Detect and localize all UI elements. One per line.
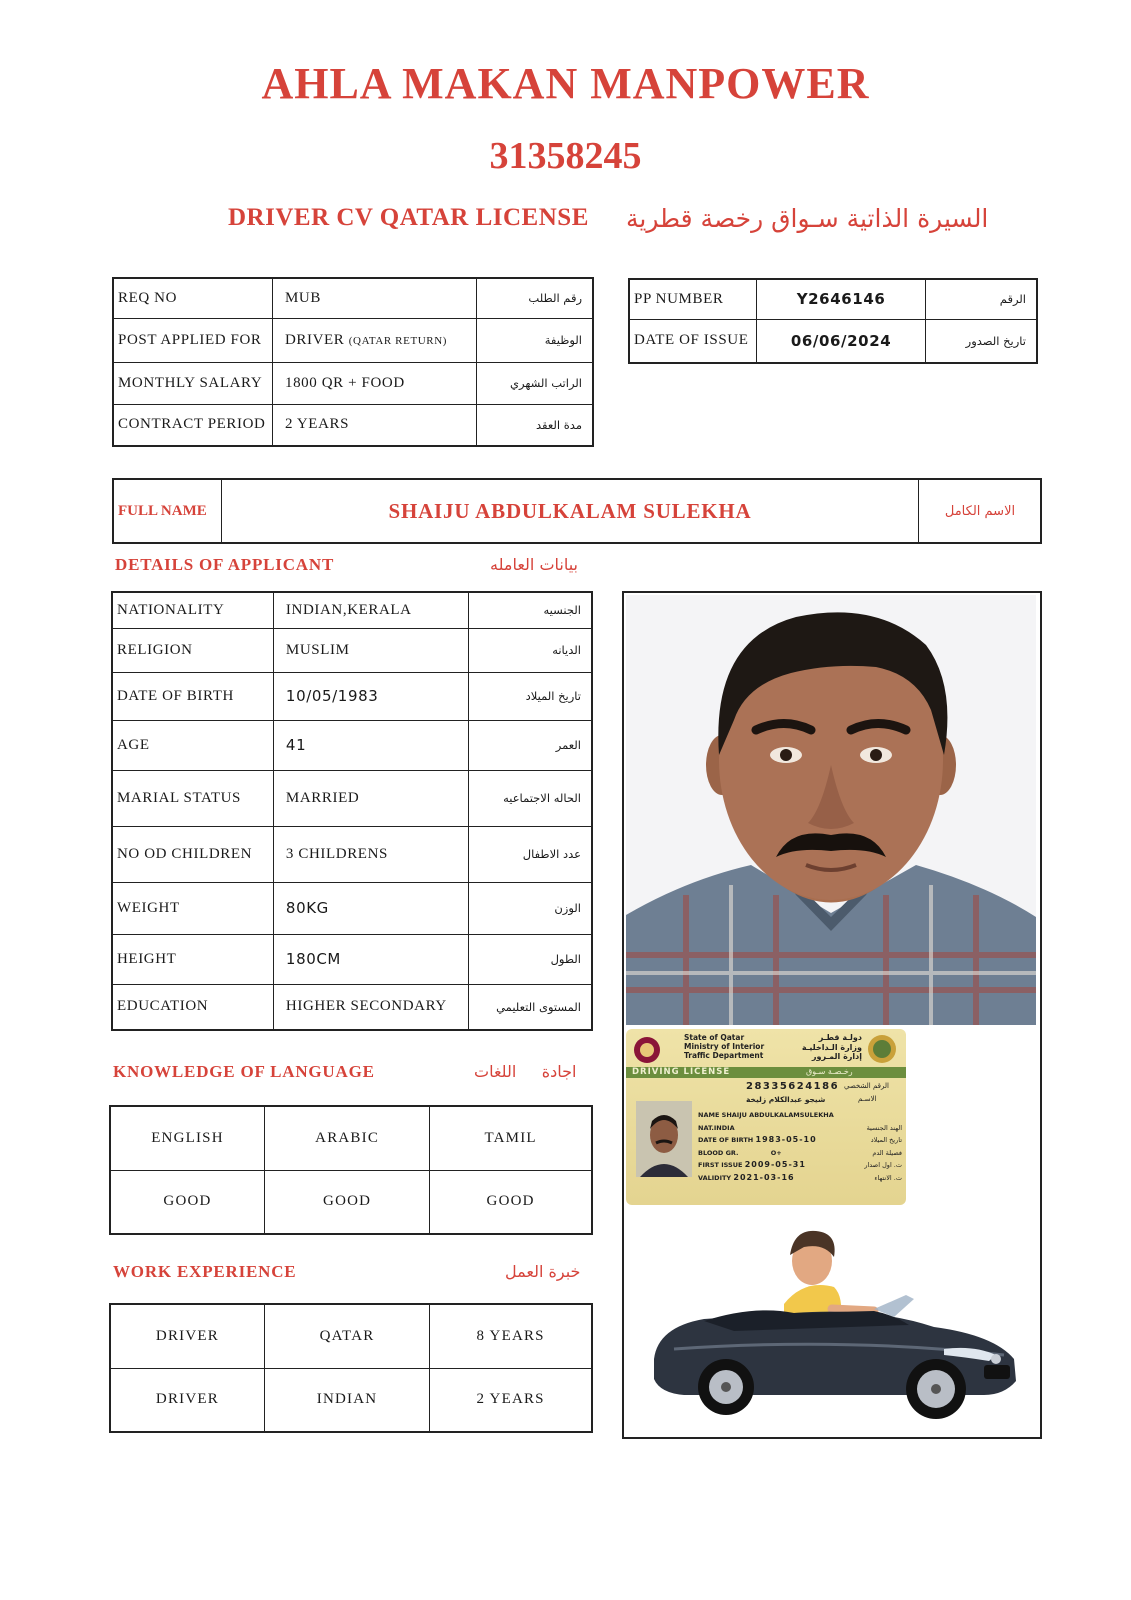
education-label-ar: المستوى التعليمي — [469, 984, 592, 1030]
table-row — [113, 362, 593, 404]
full-name-label-ar: الاسم الكامل — [918, 480, 1041, 542]
nationality-label-ar: الجنسيه — [469, 592, 592, 628]
dob-value: 10/05/1983 — [273, 672, 468, 720]
experience-heading-ar: خبرة العمل — [505, 1262, 581, 1281]
license-validity-ar: ت. الانتهاء — [874, 1173, 902, 1182]
languages-heading: KNOWLEDGE OF LANGUAGE — [113, 1062, 375, 1081]
req-no-label: REQ NO — [113, 278, 272, 318]
license-blood-label: BLOOD GR. — [698, 1148, 739, 1157]
language-tamil: TAMIL — [430, 1106, 592, 1170]
table-row — [112, 984, 592, 1030]
experience-country: QATAR — [264, 1304, 429, 1368]
religion-label: RELIGION — [112, 628, 273, 672]
license-blood: O+ — [770, 1148, 782, 1157]
license-name-label: NAME — [698, 1111, 720, 1119]
table-row — [112, 592, 592, 628]
issue-date-value: 06/06/2024 — [756, 319, 925, 363]
table-row — [629, 319, 1037, 363]
languages-table — [109, 1105, 593, 1235]
dob-label-ar: تاريخ الميلاد — [469, 672, 592, 720]
license-first-issue-ar: ت. اول اصدار — [864, 1161, 902, 1169]
license-ministry-ar: وزارة الـداخليـة — [801, 1042, 862, 1052]
children-label: NO OD CHILDREN — [112, 826, 273, 882]
passport-table — [628, 278, 1038, 364]
table-row — [112, 770, 592, 826]
license-type-en: DRIVING LICENSE — [632, 1067, 731, 1077]
children-value: 3 CHILDRENS — [273, 826, 468, 882]
traffic-dept-emblem-icon — [866, 1033, 898, 1065]
car-driver-illustration — [644, 1209, 1024, 1419]
pp-number-label-ar: الرقم — [926, 279, 1037, 319]
table-row — [113, 278, 593, 318]
weight-value: 80KG — [273, 882, 468, 934]
age-label-ar: العمر — [469, 720, 592, 770]
religion-label-ar: الديانه — [469, 628, 592, 672]
license-name-ar: شيجو عبدالكلام زليخة — [746, 1095, 826, 1104]
license-nat-ar: الهند — [889, 1123, 902, 1132]
company-phone: 31358245 — [489, 135, 642, 177]
level-tamil: GOOD — [430, 1170, 592, 1234]
license-nat-label: NAT. — [698, 1123, 714, 1132]
photo-panel — [622, 591, 1042, 1439]
license-nat: INDIA — [713, 1123, 735, 1132]
language-english: ENGLISH — [110, 1106, 264, 1170]
post-value-main: DRIVER — [284, 331, 345, 348]
table-row — [112, 934, 592, 984]
req-no-value: MUB — [272, 278, 476, 318]
request-table — [112, 277, 594, 447]
post-label: POST APPLIED FOR — [113, 318, 272, 362]
nationality-label: NATIONALITY — [112, 592, 273, 628]
experience-role: DRIVER — [110, 1304, 264, 1368]
level-english: GOOD — [110, 1170, 264, 1234]
marital-label: MARIAL STATUS — [112, 770, 273, 826]
education-label: EDUCATION — [112, 984, 273, 1030]
license-validity: 2021-03-16 — [733, 1172, 795, 1182]
license-first-issue: 2009-05-31 — [744, 1160, 806, 1169]
issue-date-label: DATE OF ISSUE — [629, 319, 756, 363]
table-row — [110, 1106, 592, 1170]
company-name: AHLA MAKAN MANPOWER — [261, 59, 870, 108]
details-table — [111, 591, 593, 1031]
license-state-ar: دولـة قطـر — [818, 1033, 862, 1042]
license-number-ar-label: الرقم الشخصي — [844, 1082, 889, 1090]
license-first-issue-label: FIRST ISSUE — [698, 1161, 743, 1169]
experience-duration: 8 YEARS — [430, 1304, 592, 1368]
req-no-label-ar: رقم الطلب — [476, 278, 593, 318]
nationality-value: INDIAN,KERALA — [273, 592, 468, 628]
subtitle-en: DRIVER CV QATAR LICENSE — [228, 204, 589, 231]
salary-label: MONTHLY SALARY — [113, 362, 272, 404]
table-row — [629, 279, 1037, 319]
issue-date-label-ar: تاريخ الصدور — [926, 319, 1037, 363]
table-row — [113, 318, 593, 362]
pp-number-label: PP NUMBER — [629, 279, 756, 319]
full-name-box — [112, 478, 1042, 544]
license-dob-label: DATE OF BIRTH — [698, 1136, 754, 1144]
dob-label: DATE OF BIRTH — [112, 672, 273, 720]
table-row — [113, 404, 593, 446]
level-arabic: GOOD — [264, 1170, 429, 1234]
height-label-ar: الطول — [469, 934, 592, 984]
license-blood-ar: فصيلة الدم — [872, 1148, 902, 1157]
driving-license-card — [626, 1029, 906, 1205]
contract-label-ar: مدة العقد — [476, 404, 593, 446]
height-value: 180CM — [273, 934, 468, 984]
weight-label-ar: الوزن — [469, 882, 592, 934]
table-row — [112, 628, 592, 672]
experience-duration: 2 YEARS — [430, 1368, 592, 1432]
pp-number-value: Y2646146 — [756, 279, 925, 319]
marital-label-ar: الحاله الاجتماعيه — [469, 770, 592, 826]
table-row — [110, 1170, 592, 1234]
children-label-ar: عدد الاطفال — [469, 826, 592, 882]
license-dept-ar: إدارة المـرور — [811, 1052, 862, 1061]
license-dept-en: Traffic Department — [684, 1051, 764, 1060]
languages-heading-ar: اجادة اللغات — [474, 1062, 577, 1081]
license-type-ar: رخـصـة سـوق — [806, 1067, 853, 1076]
table-row — [112, 826, 592, 882]
post-value — [272, 318, 476, 362]
table-row — [110, 1304, 592, 1368]
experience-table — [109, 1303, 593, 1433]
license-dob-ar: تاريخ الميلاد — [870, 1136, 902, 1144]
license-ministry-en: Ministry of Interior — [684, 1042, 765, 1051]
table-row — [110, 1368, 592, 1432]
applicant-photo — [626, 595, 1036, 1025]
license-name: SHAIJU ABDULKALAMSULEKHA — [721, 1111, 834, 1119]
table-row — [112, 720, 592, 770]
weight-label: WEIGHT — [112, 882, 273, 934]
qatar-emblem-icon — [632, 1035, 662, 1065]
license-name-ar-label: الاسـم — [858, 1095, 877, 1103]
post-value-note: (QATAR RETURN) — [348, 334, 448, 347]
contract-label: CONTRACT PERIOD — [113, 404, 272, 446]
license-dob: 1983-05-10 — [755, 1135, 817, 1144]
experience-country: INDIAN — [264, 1368, 429, 1432]
height-label: HEIGHT — [112, 934, 273, 984]
table-row — [112, 882, 592, 934]
age-label: AGE — [112, 720, 273, 770]
license-validity-label: VALIDITY — [698, 1173, 732, 1182]
education-value: HIGHER SECONDARY — [273, 984, 468, 1030]
license-holder-photo — [636, 1101, 692, 1177]
table-row — [112, 672, 592, 720]
full-name-value: SHAIJU ABDULKALAM SULEKHA — [388, 498, 752, 523]
age-value: 41 — [273, 720, 468, 770]
full-name-label: FULL NAME — [114, 480, 222, 542]
marital-value: MARRIED — [273, 770, 468, 826]
license-state-en: State of Qatar — [684, 1033, 745, 1042]
experience-role: DRIVER — [110, 1368, 264, 1432]
language-arabic: ARABIC — [264, 1106, 429, 1170]
religion-value: MUSLIM — [273, 628, 468, 672]
contract-value: 2 YEARS — [272, 404, 476, 446]
salary-label-ar: الراتب الشهري — [476, 362, 593, 404]
license-number: 28335624186 — [746, 1081, 840, 1092]
details-heading-ar: بيانات العامله — [490, 555, 578, 574]
post-label-ar: الوظيفة — [476, 318, 593, 362]
details-heading: DETAILS OF APPLICANT — [115, 555, 335, 574]
experience-heading: WORK EXPERIENCE — [113, 1262, 297, 1281]
subtitle-ar: السيرة الذاتية سـواق رخصة قطرية — [626, 204, 989, 233]
license-nat-ar-label: الجنسية — [866, 1123, 888, 1132]
salary-value: 1800 QR + FOOD — [272, 362, 476, 404]
